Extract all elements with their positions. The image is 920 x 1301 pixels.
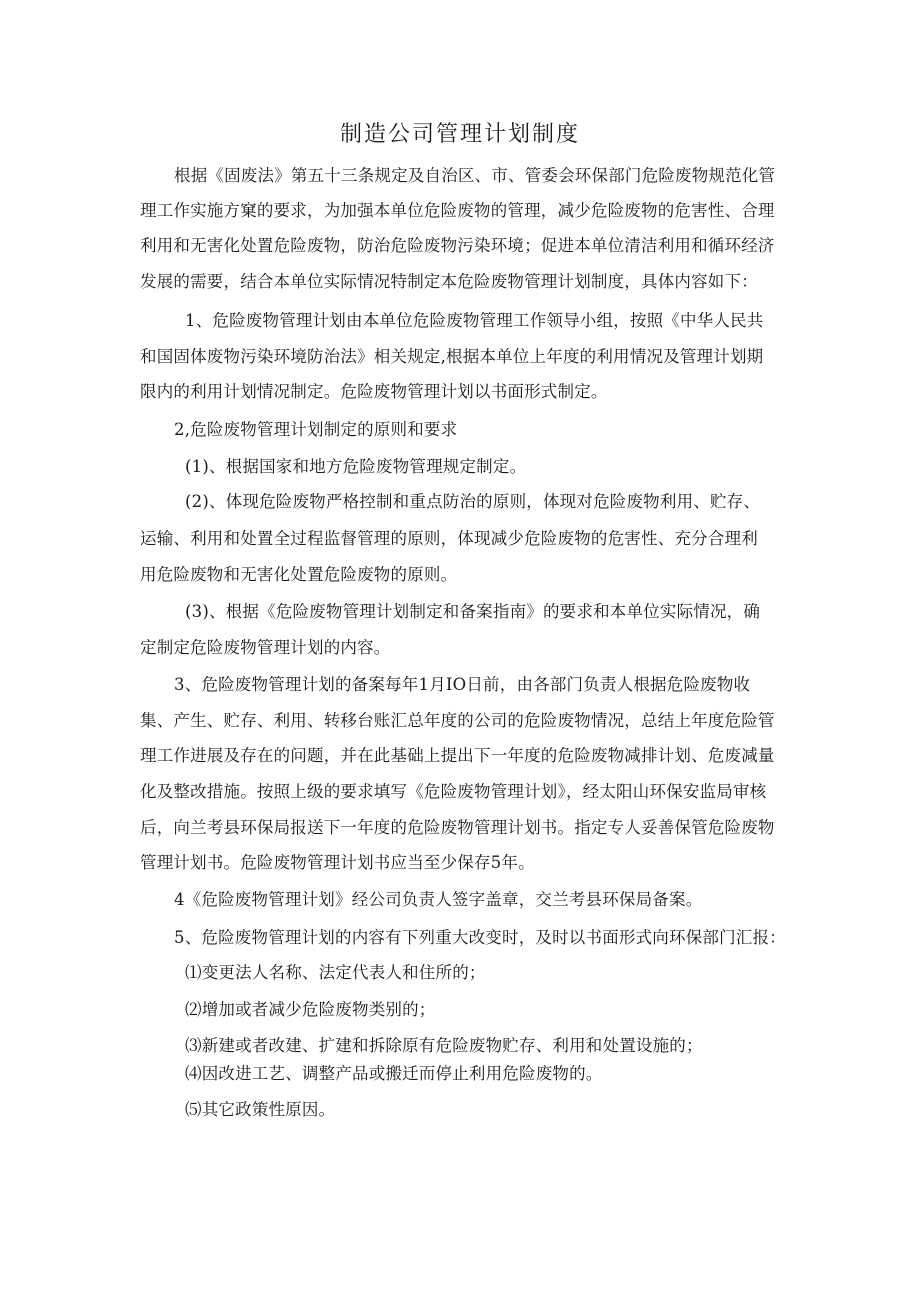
section-5-item-1: ⑴变更法人名称、法定代表人和住所的； xyxy=(185,963,486,982)
section-5-item-4: ⑷因改进工艺、调整产品或搬迁而停止利用危险废物的。 xyxy=(185,1064,603,1083)
section-3-line-6: 管理计划书。危险废物管理计划书应当至少保存5年。 xyxy=(140,853,535,872)
section-2-heading: 2,危险废物管理计划制定的原则和要求 xyxy=(174,420,458,439)
section-2-item-2-line-2: 运输、利用和处置全过程监督管理的原则，体现减少危险废物的危害性、充分合理利 xyxy=(140,529,758,548)
section-1-line-1: 1、危险废物管理计划由本单位危险废物管理工作领导小组，按照《中华人民共 xyxy=(185,311,764,330)
intro-line-4: 发展的需要，结合本单位实际情况特制定本危险废物管理计划制度，具体内容如下： xyxy=(140,272,758,291)
section-2-item-3-line-2: 定制定危险废物管理计划的内容。 xyxy=(140,638,391,657)
intro-line-2: 理工作实施方窠的要求，为加强本单位危险废物的管理，减少危险废物的危害性、合理 xyxy=(140,201,775,220)
section-2-item-2-line-1: (2)、体现危险废物严格控制和重点防治的原则，体现对危险废物利用、贮存、 xyxy=(185,492,761,511)
section-1-line-2: 和国固体废物污染环境防治法》相关规定,根据本单位上年度的利用情况及管理计划期 xyxy=(140,347,764,366)
section-5-heading: 5、危险废物管理计划的内容有下列重大改变时，及时以书面形式向环保部门汇报： xyxy=(174,928,786,947)
section-3-line-4: 化及整改措施。按照上级的要求填写《危险废物管理计划》，经太阳山环保安监局审核 xyxy=(140,782,767,801)
intro-line-3: 利用和无害化处置危险废物，防治危险废物污染环境；促进本单位清洁利用和循环经济 xyxy=(140,236,775,255)
section-2-item-3-line-1: (3)、根据《危险废物管理计划制定和备案指南》的要求和本单位实际情况，确 xyxy=(185,602,761,621)
section-5-item-5: ⑸其它政策性原因。 xyxy=(185,1100,336,1119)
section-2-item-1: (1)、根据国家和地方危险废物管理规定制定。 xyxy=(185,457,527,476)
section-5-item-3: ⑶新建或者改建、扩建和拆除原有危险废物贮存、利用和处置设施的； xyxy=(185,1036,703,1055)
section-3-line-2: 集、产生、贮存、利用、转移台账汇总年度的公司的危险废物情况，总结上年度危险管 xyxy=(140,711,775,730)
section-3-line-3: 理工作进展及存在的问题，并在此基础上提出下一年度的危险废物减排计划、危废减量 xyxy=(140,746,775,765)
document-title: 制造公司管理计划制度 xyxy=(339,122,580,147)
section-3-line-1: 3、危险废物管理计划的备案每年1月IO日前，由各部门负责人根据危险废物收 xyxy=(174,675,751,694)
section-4-line: 4《危险废物管理计划》经公司负责人签字盖章，交兰考县环保局备案。 xyxy=(174,890,703,909)
section-5-item-2: ⑵增加或者减少危险废物类别的； xyxy=(185,1000,436,1019)
section-2-item-2-line-3: 用危险废物和无害化处置危险废物的原则。 xyxy=(140,565,458,584)
intro-line-1: 根据《固废法》第五十三条规定及自治区、市、管委会环保部门危险废物规范化管 xyxy=(174,166,776,185)
section-1-line-3: 限内的利用计划情况制定。危险废物管理计划以书面形式制定。 xyxy=(140,382,608,401)
section-3-line-5: 后，向兰考县环保局报送下一年度的危险废物管理计划书。指定专人妥善保管危险废物 xyxy=(140,818,775,837)
